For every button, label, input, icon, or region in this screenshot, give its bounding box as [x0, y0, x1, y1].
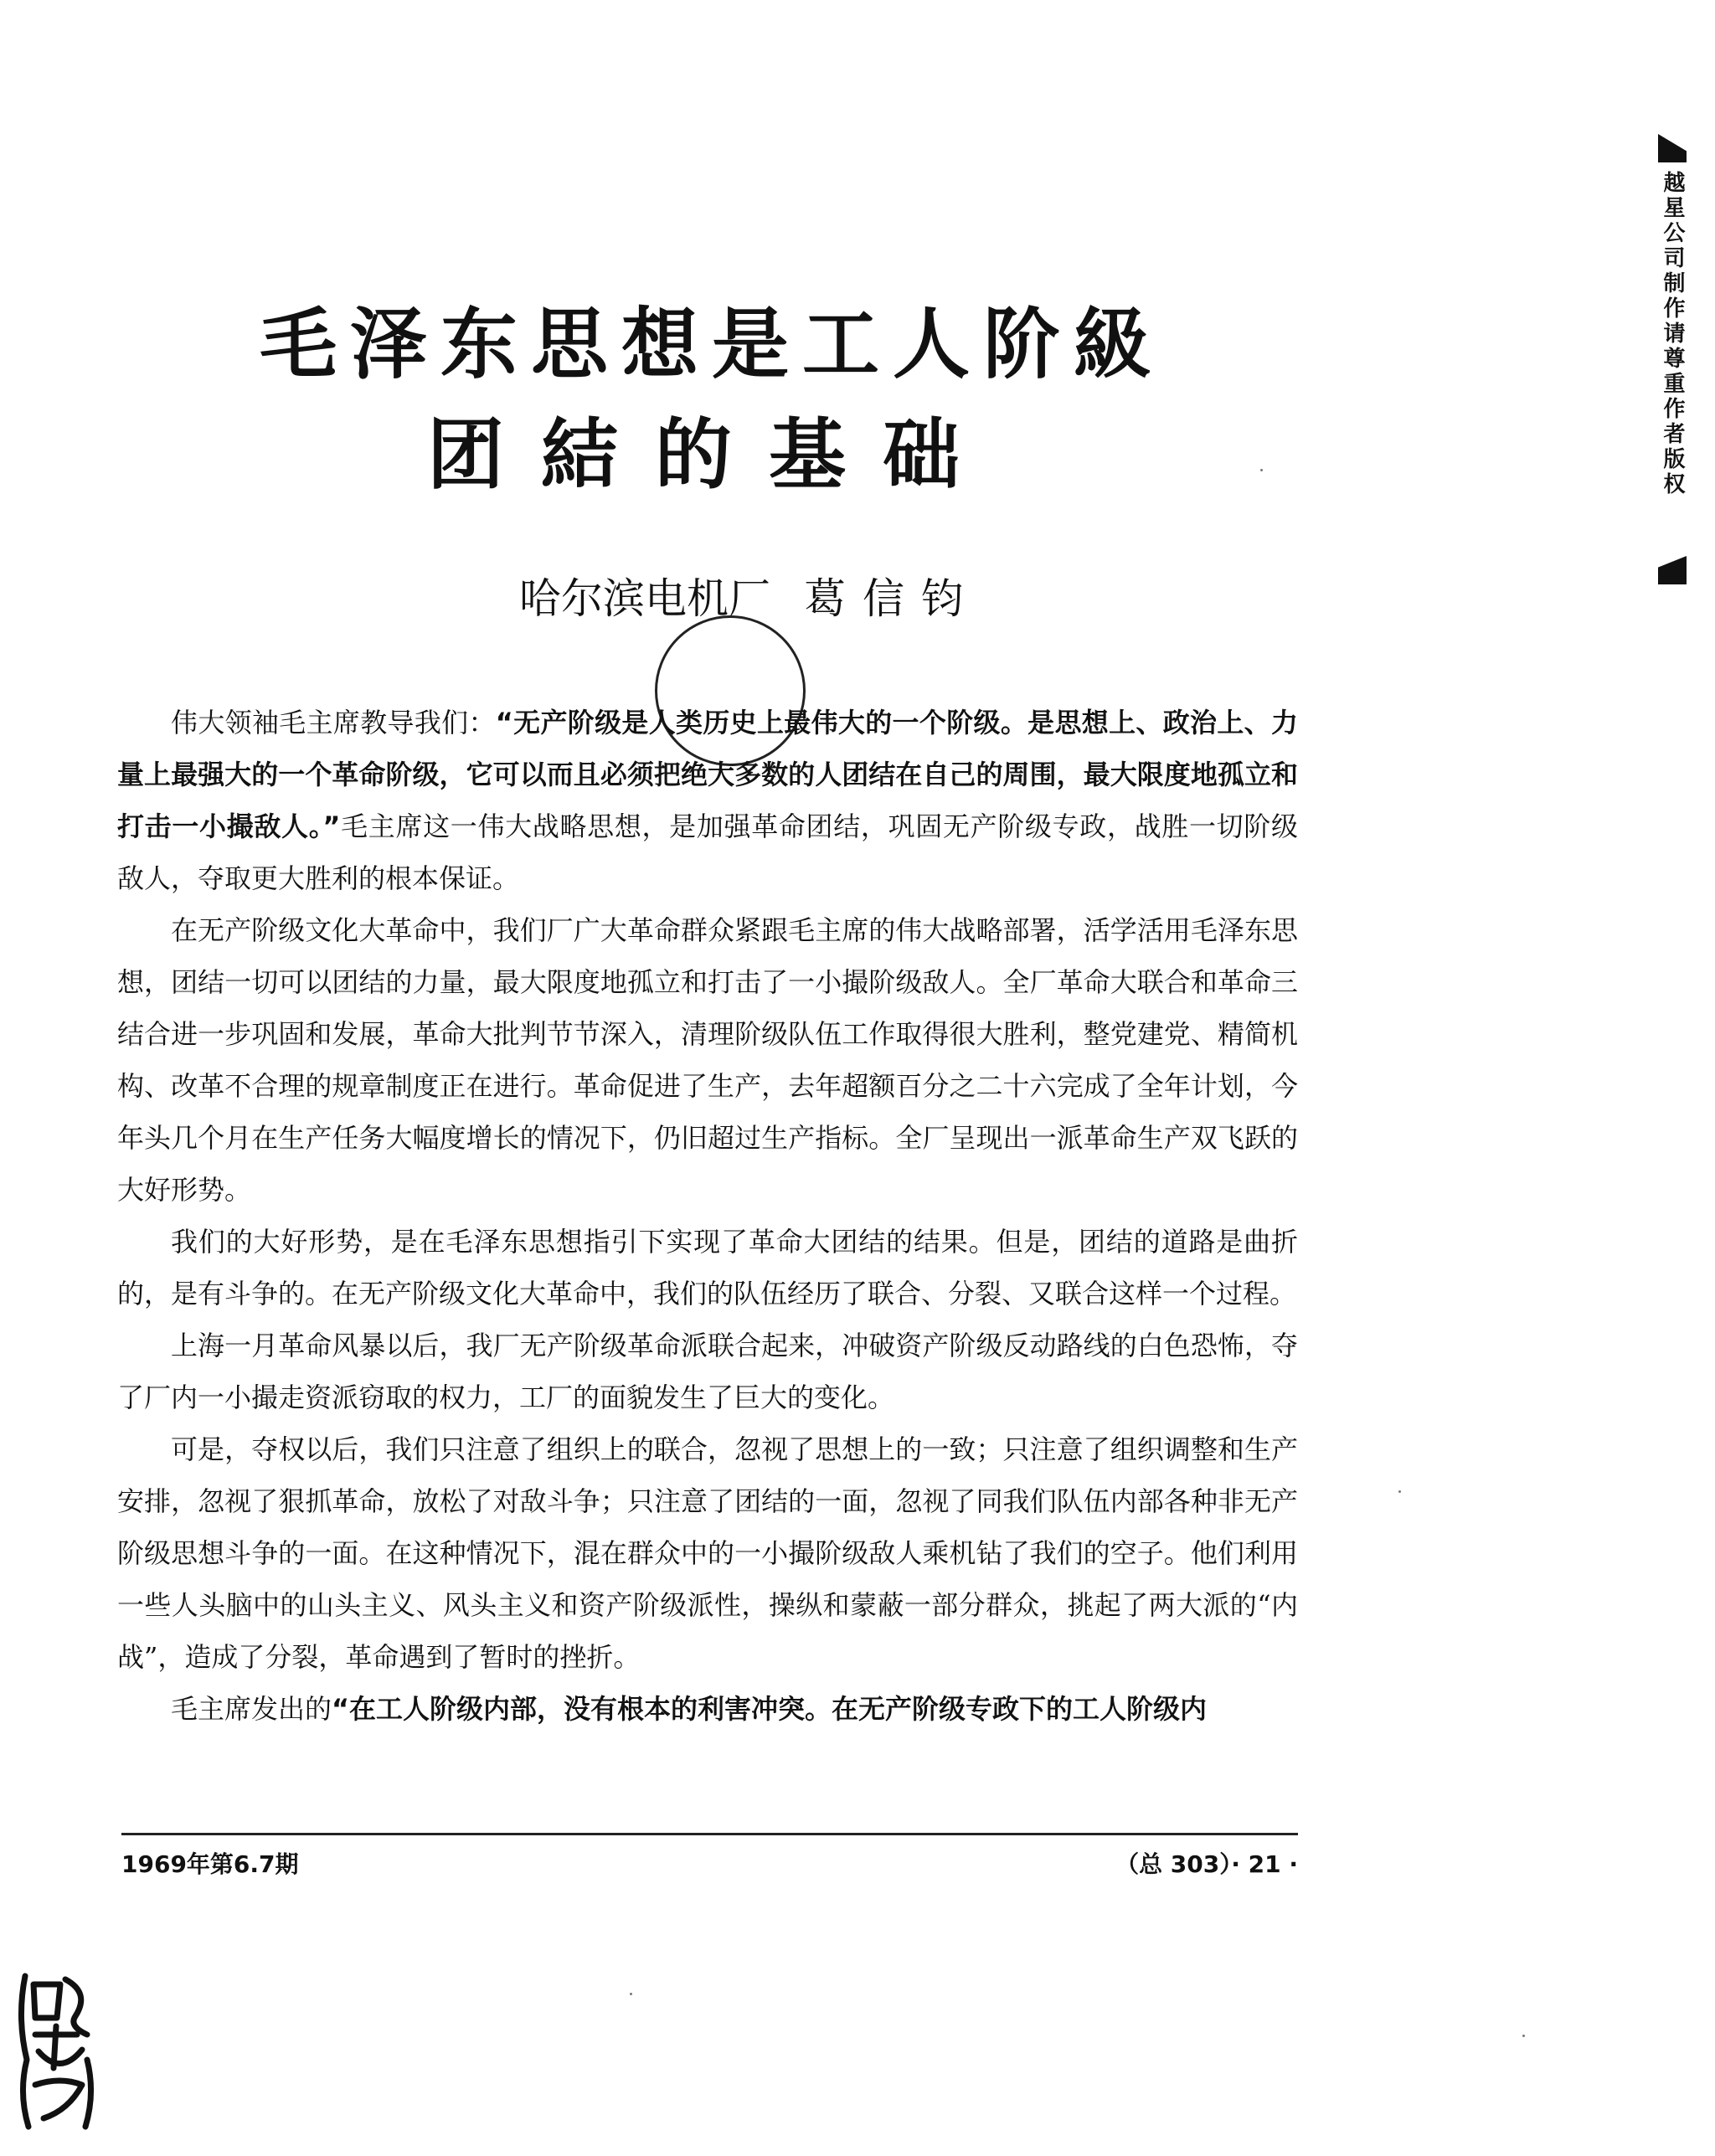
- paragraph-text: 毛主席发出的: [171, 1693, 332, 1725]
- quotation-text: “在工人阶级内部，没有根本的利害冲突。在无产阶级专政下的工人阶级内: [332, 1693, 1208, 1725]
- byline-organization: 哈尔滨电机厂: [519, 574, 770, 623]
- copyright-side-strip: [1654, 134, 1691, 584]
- footer-rule: [121, 1833, 1298, 1835]
- article-title-line-2: 团結的基础: [426, 410, 997, 500]
- page-number: （总 303）· 21 ·: [1115, 1850, 1298, 1878]
- scan-speck: [630, 1993, 632, 1995]
- strip-top-marker: [1658, 134, 1687, 162]
- body-paragraph: [117, 1423, 1298, 1683]
- paragraph-text: 在无产阶级文化大革命中，我们厂广大革命群众紧跟毛主席的伟大战略部署，活学活用毛泽东思想，团结一切可以团结的力量，最大限度地孤立和打击了一小撮阶级敌人。全厂革命大联合和革命三结合进一步巩固和发展，革命大批判节节深入，清理阶级队伍工作取得很大胜利，整党建党、精简机构、改革不合理的规章制度正在进行。革命促进了生产，去年超额百分之二十六完成了全年计划，今年头几个月在生产任务大幅度增长的情况下，仍旧超过生产指标。全厂呈现出一派革命生产双飞跃的大好形势。: [117, 914, 1298, 1206]
- scan-speck: [1398, 1490, 1401, 1493]
- scan-speck: [1522, 2035, 1525, 2037]
- article-body: [117, 697, 1298, 1735]
- paragraph-text: 可是，夺权以后，我们只注意了组织上的联合，忽视了思想上的一致；只注意了组织调整和生产安排，忽视了狠抓革命，放松了对敌斗争；只注意了团结的一面，忽视了同我们队伍内部各种非无产阶级思想斗争的一面。在这种情况下，混在群众中的一小撮阶级敌人乘机钻了我们的空子。他们利用一些人头脑中的山头主义、风头主义和资产阶级派性，操纵和蒙蔽一部分群众，挑起了两大派的“内战”，造成了分裂，革命遇到了暂时的挫折。: [117, 1433, 1298, 1673]
- seal-stamp-icon: [10, 1968, 102, 2135]
- byline-author: 葛信钧: [804, 574, 980, 623]
- body-paragraph: [117, 1216, 1298, 1320]
- paragraph-text: 我们的大好形势，是在毛泽东思想指引下实现了革命大团结的结果。但是，团结的道路是曲折的，是有斗争的。在无产阶级文化大革命中，我们的队伍经历了联合、分裂、又联合这样一个过程。: [117, 1226, 1298, 1310]
- issue-label: 1969年第6.7期: [121, 1850, 299, 1878]
- scan-speck: [1260, 469, 1263, 471]
- body-paragraph: [117, 1320, 1298, 1423]
- quotation-text: “无产阶级是人类历史上最伟大的一个阶级。是思想上、政治上、力量上最强大的一个革命阶级，它可以而且必须把绝大多数的人团结在自己的周围，最大限度地孤立和打击一小撮敌人。”: [117, 707, 1298, 842]
- body-paragraph: [117, 697, 1298, 904]
- strip-bottom-marker: [1658, 556, 1687, 584]
- paragraph-text: 上海一月革命风暴以后，我厂无产阶级革命派联合起来，冲破资产阶级反动路线的白色恐怖，夺了厂内一小撮走资派窃取的权力，工厂的面貌发生了巨大的变化。: [117, 1330, 1298, 1413]
- body-paragraph: [117, 904, 1298, 1216]
- body-paragraph: [117, 1683, 1298, 1735]
- article-title-line-1: 毛泽东思想是工人阶級: [259, 300, 1164, 389]
- paragraph-text: 伟大领袖毛主席教导我们：: [171, 707, 496, 738]
- paragraph-text: 毛主席这一伟大战略思想，是加强革命团结，巩固无产阶级专政，战胜一切阶级敌人，夺取更大胜利的根本保证。: [117, 810, 1298, 894]
- copyright-notice: 越星公司制作请尊重作者版权: [1660, 171, 1685, 497]
- byline: [519, 574, 980, 623]
